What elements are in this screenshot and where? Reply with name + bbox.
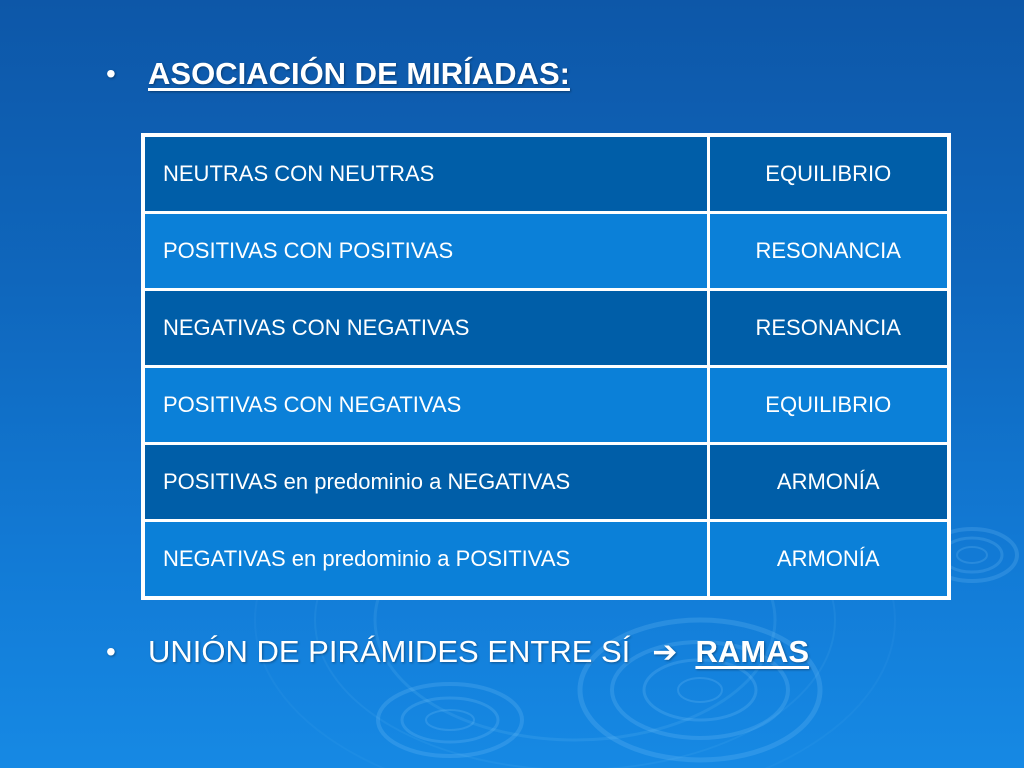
table-row [143, 367, 949, 444]
table-cell-combination: POSITIVAS CON POSITIVAS [143, 213, 708, 290]
table-cell-result: RESONANCIA [708, 290, 949, 367]
table-cell-result: EQUILIBRIO [708, 367, 949, 444]
bullet-point-icon: • [106, 58, 116, 89]
table-row [143, 521, 949, 599]
title-bullet-line [106, 56, 570, 92]
table-cell-result: ARMONÍA [708, 521, 949, 599]
table-cell-combination: POSITIVAS en predominio a NEGATIVAS [143, 444, 708, 521]
pyramids-union-text: UNIÓN DE PIRÁMIDES ENTRE SÍ [148, 634, 631, 669]
right-arrow-icon: ➔ [652, 635, 678, 669]
table-cell-result: ARMONÍA [708, 444, 949, 521]
table-row [143, 444, 949, 521]
table-cell-result: EQUILIBRIO [708, 135, 949, 213]
table-cell-combination: NEUTRAS CON NEUTRAS [143, 135, 708, 213]
ramas-label: RAMAS [695, 634, 810, 669]
table-row [143, 290, 949, 367]
table-cell-combination: POSITIVAS CON NEGATIVAS [143, 367, 708, 444]
table-row [143, 135, 949, 213]
pyramids-bullet-line [106, 634, 809, 670]
table-row [143, 213, 949, 290]
table-cell-combination: NEGATIVAS CON NEGATIVAS [143, 290, 708, 367]
slide-heading: ASOCIACIÓN DE MIRÍADAS: [148, 56, 570, 91]
bullet-point-icon: • [106, 636, 116, 667]
table-cell-result: RESONANCIA [708, 213, 949, 290]
table-cell-combination: NEGATIVAS en predominio a POSITIVAS [143, 521, 708, 599]
associations-table [141, 133, 947, 583]
